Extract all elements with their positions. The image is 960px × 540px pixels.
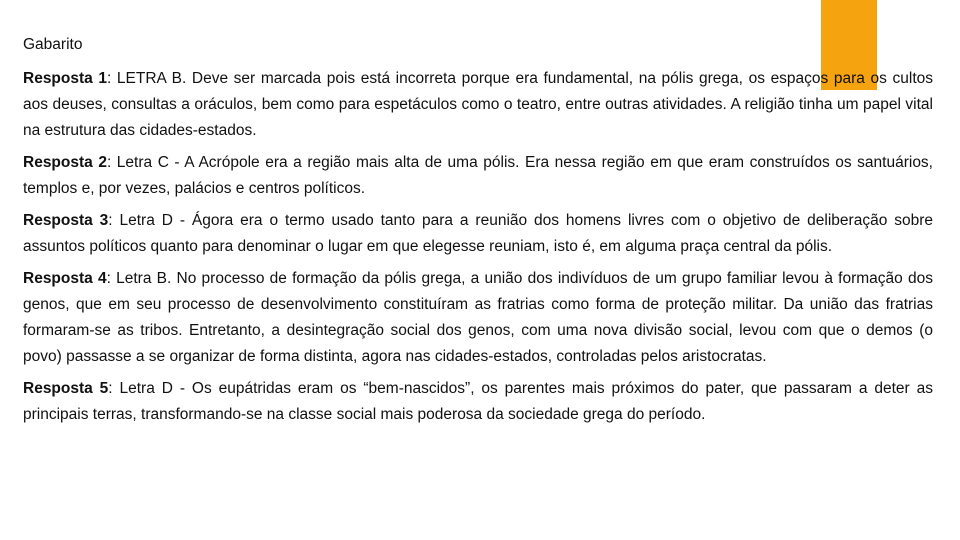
answer-1-text: : LETRA B. Deve ser marcada pois está incorreta porque era fundamental, na pólis grega, os espaços para os cultos aos deuses, consultas a oráculos, bem como para espetáculos como o teatro, entre outras atividades. A religião tinha um papel vital na estrutura das cidades-estados. (23, 70, 934, 139)
answer-4 (23, 266, 933, 370)
answer-1-label: Resposta 1 (23, 70, 108, 87)
answer-2 (23, 150, 933, 202)
answer-3-label: Resposta 3 (23, 212, 109, 229)
answer-4-label: Resposta 4 (23, 270, 107, 287)
answer-4-text: : Letra B. No processo de formação da pólis grega, a união dos indivíduos de um grupo familiar levou à formação dos genos, que em seu processo de desenvolvimento constituíram as fratrias como forma de proteção militar. Da união das fratrias formaram-se as tribos. Entretanto, a desintegração social dos genos, com uma nova divisão social, levou com que o demos (o povo) passasse a se organizar de forma distinta, agora nas cidades-estados, controladas pelos aristocratas. (23, 270, 933, 365)
answer-2-text: : Letra C - A Acrópole era a região mais alta de uma pólis. Era nessa região em que eram construídos os santuários, templos e, por vezes, palácios e centros políticos. (23, 154, 933, 197)
answer-5-text: : Letra D - Os eupátridas eram os “bem-nascidos”, os parentes mais próximos do pater, que passaram a deter as principais terras, transformando-se na classe social mais poderosa da sociedade grega do período. (23, 380, 933, 423)
answer-key-slide (23, 36, 933, 434)
page-title: Gabarito (23, 36, 83, 53)
answer-2-label: Resposta 2 (23, 154, 107, 171)
answer-5 (23, 376, 933, 428)
answer-1 (23, 66, 933, 144)
answer-5-label: Resposta 5 (23, 380, 109, 397)
answer-3 (23, 208, 933, 260)
answer-3-text: : Letra D - Ágora era o termo usado tanto para a reunião dos homens livres com o objetivo de deliberação sobre assuntos políticos quanto para denominar o lugar em que elegesse reuniam, isto é, em alguma praça central da pólis. (23, 212, 933, 255)
